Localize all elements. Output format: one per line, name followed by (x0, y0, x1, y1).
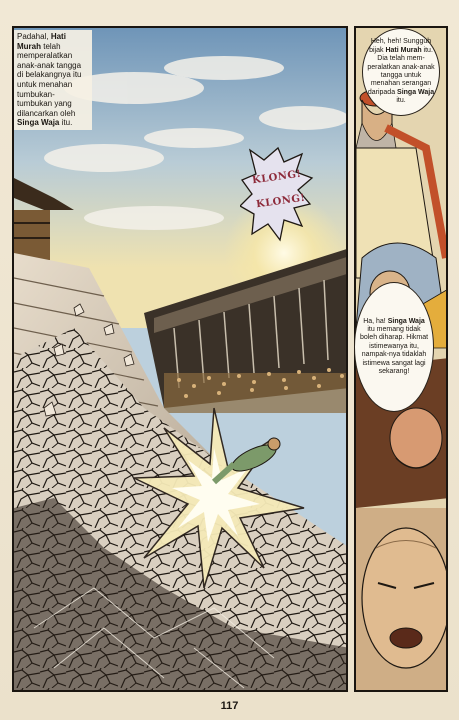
narration-text-a: Padahal, (17, 32, 51, 41)
narration-text-b: telah memperalatkan anak-anak tangga di belakangnya itu untuk menahan tumbukan-tumbukan yang dilancarkan oleh (17, 41, 82, 118)
onlooker-bald-monk (356, 508, 448, 692)
bubble1-text-c: itu. (396, 97, 406, 105)
narration-name-singa-waja: Singa Waja (17, 118, 60, 128)
speech-bubble-turban-man (362, 28, 440, 116)
narration-name-hati-murah: Hati Murah (17, 32, 66, 51)
bubble1-text-a: Heh, heh! Sungguh bijak (369, 38, 432, 54)
bubble1-name-hati-murah: Hati Murah (385, 46, 422, 54)
narration-text-c: itu. (59, 118, 73, 128)
sfx-klong-2: KLONG! (255, 192, 307, 211)
page-number: 117 (220, 700, 239, 712)
speech-bubble-old-woman (354, 282, 434, 412)
bubble1-name-singa-waja: Singa Waja (397, 88, 435, 96)
bubble2-name-singa-waja: Singa Waja (387, 317, 425, 325)
bubble1-text-b: itu. Dia telah mem-peralatkan anak-anak tangga untuk menahan serangan daripada (367, 46, 435, 96)
bubble2-text-a: Ha, ha! (363, 317, 388, 325)
narration-caption (14, 30, 92, 130)
bubble2-text-b: itu memang tidak boleh diharap. Hikmat istimewanya itu, nampak-nya tidaklah istimewa sangat lagi sekarang! (359, 325, 429, 376)
sfx-klong-1: KLONG! (251, 168, 303, 187)
sound-effect-burst (240, 146, 314, 242)
